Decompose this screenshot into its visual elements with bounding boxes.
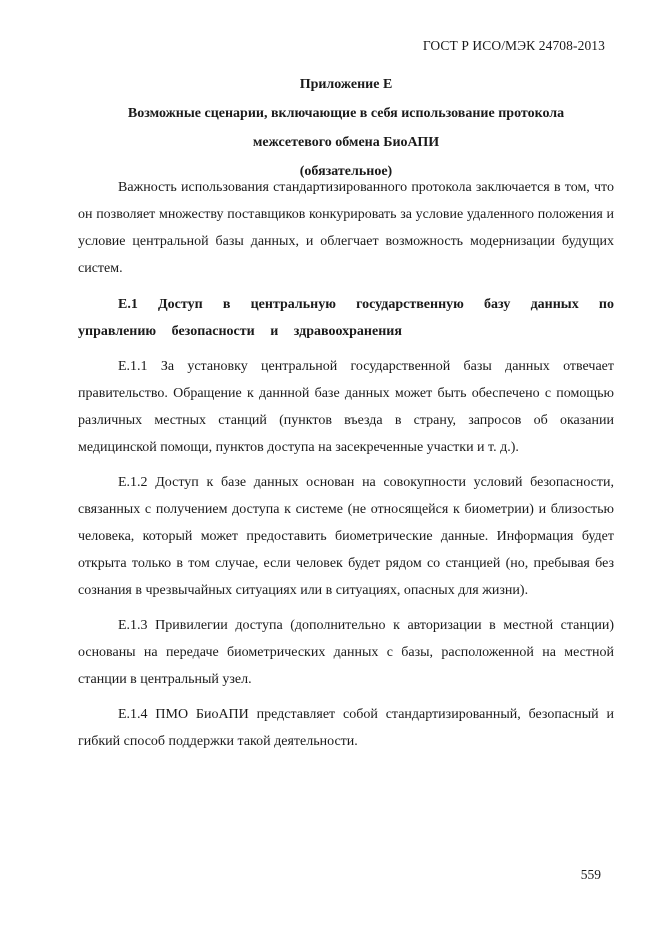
clause-e-1-1: Е.1.1 За установку центральной государственной базы данных отвечает правительство. Обращение к даннной базе данных может быть обеспечено с помощью различных местных станций (пунктов въезда в страну, запросов об оказании медицинской помощи, пунктов доступа на засекреченные участки и т. д.). [78, 359, 614, 455]
clause-e-1-3: Е.1.3 Привилегии доступа (дополнительно к авторизации в местной станции) основаны на передаче биометрических данных с базы, расположенной на местной станции в центральный узел. [78, 618, 614, 687]
appendix-title-block [78, 70, 614, 186]
appendix-status: (обязательное) [299, 164, 393, 179]
clause-e-1-2: Е.1.2 Доступ к базе данных основан на совокупности условий безопасности, связанных с получением доступа к системе (не относящейся к биометрии) и близостью человека, который может предоставить биометрические данные. Информация будет открыта только в том случае, если человек будет рядом со станцией (но, пребывая без сознания в чрезвычайных ситуациях или в ситуациях, опасных для жизни). [78, 475, 614, 598]
appendix-title-line-1: Возможные сценарии, включающие в себя использование протокола [127, 106, 565, 121]
clause-e-1-4: Е.1.4 ПМО БиоАПИ представляет собой стандартизированный, безопасный и гибкий способ поддержки такой деятельности. [78, 707, 614, 749]
appendix-title-line-2: межсетевого обмена БиоАПИ [252, 135, 440, 150]
appendix-label: Приложение Е [299, 77, 393, 92]
document-body [78, 174, 614, 763]
intro-paragraph: Важность использования стандартизированного протокола заключается в том, что он позволяет множеству поставщиков конкурировать за условие удаленного положения и условие центральной базы данных, и облегчает возможность модернизации будущих систем. [78, 180, 614, 276]
section-heading-e1: Е.1 Доступ в центральную государственную базу данных по управлению безопасности и здравоохранения [78, 297, 614, 339]
standard-code-header: ГОСТ Р ИСО/МЭК 24708-2013 [422, 38, 605, 53]
page-number: 559 [580, 867, 601, 882]
